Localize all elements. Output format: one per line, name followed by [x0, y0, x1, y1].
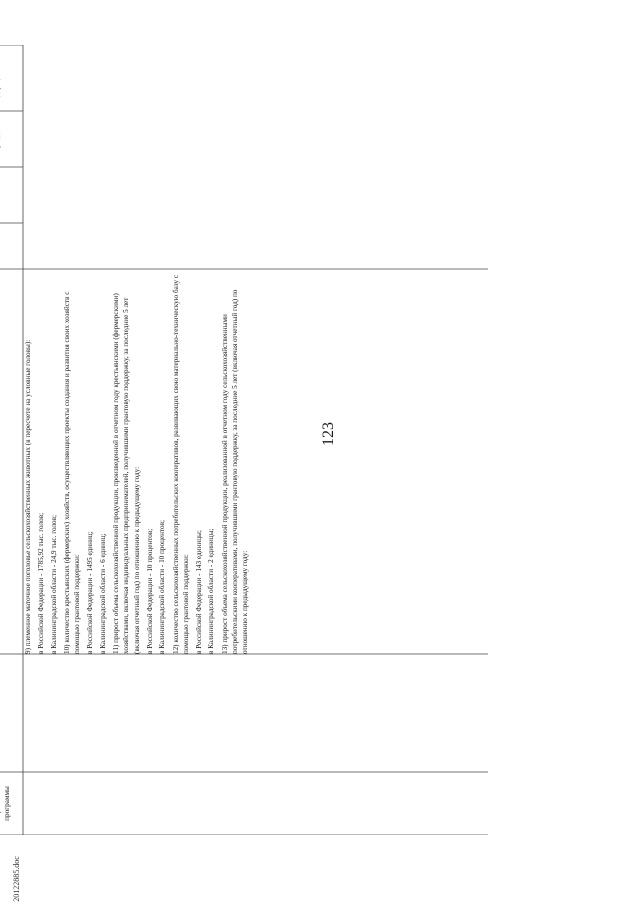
goal-value: в Калининградской области - 24,9 тыс. голов;: [49, 514, 58, 654]
document-filename: 20122885.doc: [12, 856, 21, 902]
goal-value: в Российской Федерации - 1495 единиц;: [86, 531, 95, 654]
header-territory: программы: [2, 786, 11, 821]
goals-content: [23, 269, 488, 654]
goal-value: в Российской Федерации - 1785,92 тыс. голов;: [37, 512, 46, 654]
goal-item-12: 12) количество сельскохозяйственных потребительских кооперативов, развивающих свою материально-техническую базу с помощью грантовой поддержки:: [171, 274, 190, 654]
goal-value: в Российской Федерации - 10 процентов;: [145, 528, 154, 654]
header-off-budget: [0, 45, 23, 65]
goal-value: в Российской Федерации - 143 единицы;: [195, 530, 204, 654]
goal-value: в Калининградской области - 2 единицы;: [207, 528, 216, 654]
goal-item-9: 9) племенное маточное поголовье сельскохозяйственных животных (в пересчете на условные головы):: [24, 339, 32, 654]
table-rotated: [0, 45, 488, 835]
goal-item-11: 11) прирост объема сельскохозяйственной продукции, произведенной в отчетном году крестьянскими (фермерскими) хозяйствами, включая индивидуальных предпринимателей, получившими грантовую поддержку, за последние 5 лет (включая отчетный год) по отношению к предыдущему году:: [112, 293, 141, 654]
page-number: 123: [320, 422, 337, 446]
goal-item-13: 13) прирост объема сельскохозяйственной продукции, реализованной в отчетном году сельскохозяйственными потребительскими кооперативами, получившими грантовую поддержку, за последние 5 лет (включая отчетный год) по отношению к предыдущему году:: [220, 289, 250, 654]
goal-value: в Калининградской области - 6 единиц;: [98, 533, 107, 654]
header-federal: [0, 167, 23, 223]
goal-item-10: 10) количество крестьянских (фермерских) хозяйств, осуществляющих проекты создания и развития своих хозяйств с помощью грантовой поддержки:: [62, 291, 82, 654]
header-years: [0, 654, 23, 772]
goal-value: в Калининградской области - 10 процентов;: [158, 519, 167, 654]
header-state-funds: [0, 111, 23, 167]
header-total: [0, 223, 23, 269]
header-goals: [0, 269, 23, 654]
header-regional: [0, 65, 23, 111]
